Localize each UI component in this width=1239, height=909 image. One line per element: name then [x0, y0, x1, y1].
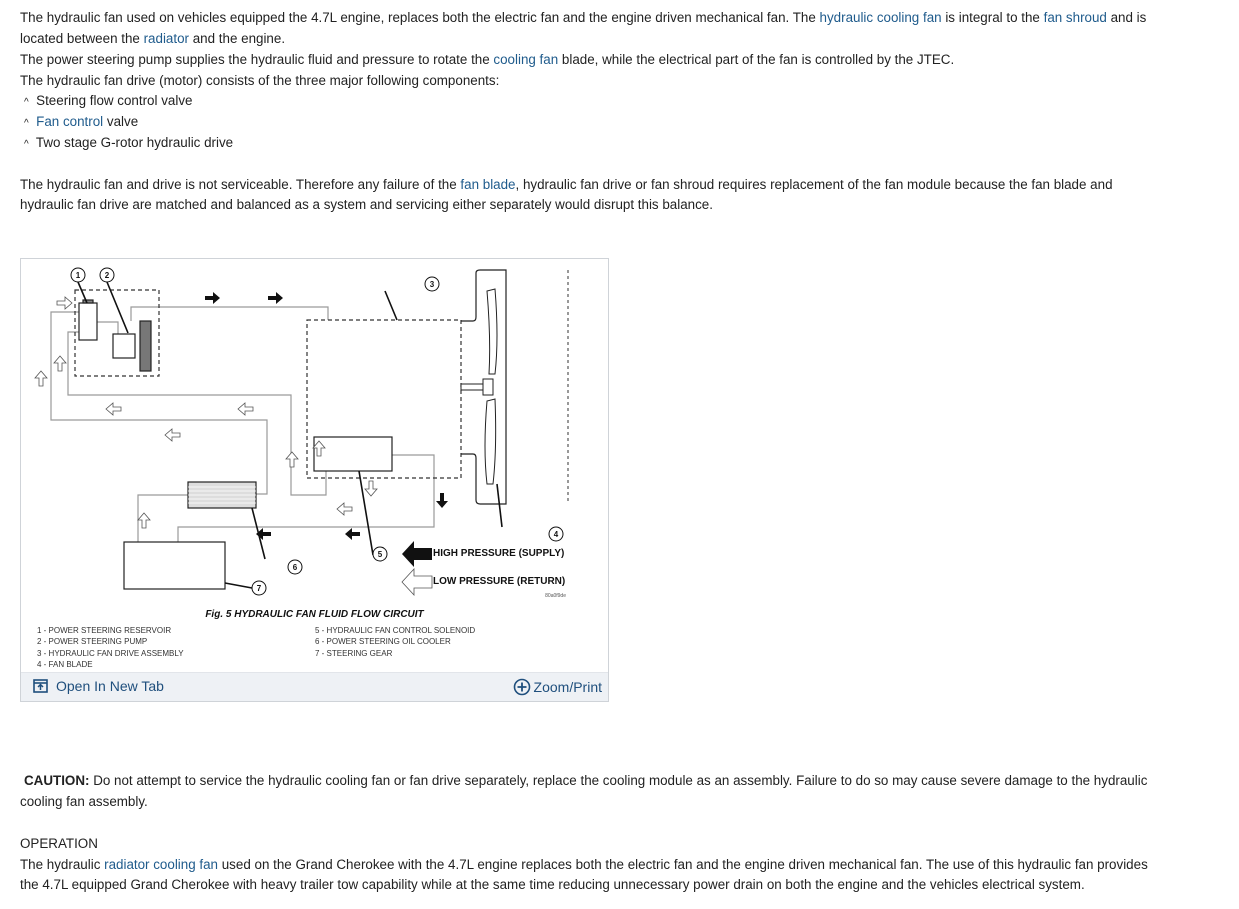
operation-line — [20, 875, 1085, 895]
text-segment: The hydraulic fan and drive is not serviceable. Therefore any failure of the — [20, 177, 461, 192]
caution-line — [24, 771, 1147, 791]
bullet-item — [24, 133, 233, 155]
bullet-item — [24, 112, 138, 134]
figure-hydraulic-fan-circuit — [20, 258, 609, 702]
text-segment: blade, while the electrical part of the fan is controlled by the JTEC. — [558, 52, 955, 67]
caution-label: CAUTION: — [24, 773, 90, 788]
legend-item: 5 - HYDRAULIC FAN CONTROL SOLENOID — [315, 626, 476, 635]
legend-item: 1 - POWER STEERING RESERVOIR — [37, 626, 172, 635]
operation-heading: OPERATION — [20, 836, 98, 851]
low-pressure-label: LOW PRESSURE (RETURN) — [433, 576, 566, 587]
intro-line — [20, 8, 1146, 28]
callout-3: 3 — [429, 280, 435, 289]
text-segment: located between the — [20, 31, 144, 46]
intro-line — [20, 29, 285, 49]
callout-6: 6 — [292, 563, 298, 572]
legend-item: 2 - POWER STEERING PUMP — [37, 637, 148, 647]
text-segment: The hydraulic — [20, 857, 105, 872]
service-line — [20, 195, 713, 215]
glossary-link[interactable]: Fan control — [36, 114, 104, 129]
legend-item: 3 - HYDRAULIC FAN DRIVE ASSEMBLY — [37, 648, 184, 658]
caution-text: Do not attempt to service the hydraulic cooling fan or fan drive separately, replace the cooling module as an assembly. Failure to do so may cause severe damage to the hydraulic — [89, 773, 1148, 788]
figure-caption: Fig. 5 HYDRAULIC FAN FLUID FLOW CIRCUIT — [205, 609, 424, 620]
text-segment: Two stage G-rotor hydraulic drive — [35, 135, 234, 150]
open-in-new-tab-link[interactable] — [33, 678, 164, 694]
glossary-link[interactable]: radiator cooling fan — [104, 857, 219, 872]
legend-item: 6 - POWER STEERING OIL COOLER — [315, 637, 451, 647]
text-segment: the 4.7L equipped Grand Cherokee with heavy trailer tow capability while at the same time reducing unnecessary power drain on both the engine and the vehicles electrical system. — [20, 877, 1085, 892]
caret-bullet-icon: ^ — [24, 118, 29, 129]
text-segment: hydraulic fan drive are matched and balanced as a system and servicing either separately would disrupt this balance. — [20, 197, 713, 212]
text-segment: and is — [1106, 10, 1147, 25]
bullet-item — [24, 91, 192, 113]
glossary-link[interactable]: radiator — [143, 31, 189, 46]
open-in-new-tab-label: Open In New Tab — [56, 678, 164, 694]
legend-item: 4 - FAN BLADE — [37, 659, 93, 669]
glossary-link[interactable]: fan shroud — [1043, 10, 1107, 25]
legend-left — [37, 625, 184, 670]
figure-toolbar — [21, 672, 608, 701]
intro-line — [20, 71, 499, 91]
text-segment: The hydraulic fan used on vehicles equipped the 4.7L engine, replaces both the electric fan and the engine driven mechanical fan. The — [20, 10, 820, 25]
operation-line — [20, 855, 1148, 875]
glossary-link[interactable]: fan blade — [460, 177, 516, 192]
text-segment: used on the Grand Cherokee with the 4.7L engine replaces both the electric fan and the engine driven mechanical fan. The use of this hydraulic fan provides — [218, 857, 1148, 872]
text-segment: Steering flow control valve — [36, 93, 193, 108]
zoom-print-label: Zoom/Print — [533, 679, 602, 695]
text-segment: The power steering pump supplies the hydraulic fluid and pressure to rotate the — [20, 52, 494, 67]
intro-line — [20, 50, 954, 70]
legend-right — [315, 625, 475, 659]
service-line — [20, 175, 1113, 195]
high-pressure-label: HIGH PRESSURE (SUPPLY) — [433, 548, 565, 559]
plus-circle-icon — [513, 678, 531, 696]
open-new-tab-icon — [33, 679, 48, 693]
caret-bullet-icon: ^ — [24, 139, 29, 150]
text-segment: The hydraulic fan drive (motor) consists of the three major following components: — [20, 73, 500, 88]
text-segment: , hydraulic fan drive or fan shroud requires replacement of the fan module because the fan blade and — [515, 177, 1113, 192]
bullet-text — [36, 135, 233, 150]
text-segment: valve — [103, 114, 139, 129]
legend-item: 7 - STEERING GEAR — [315, 648, 393, 658]
caret-bullet-icon: ^ — [24, 97, 29, 108]
callout-2: 2 — [104, 271, 110, 280]
caution-line: cooling fan assembly. — [20, 794, 148, 809]
bullet-text — [36, 93, 192, 108]
figure-code: 80a0f9de — [545, 593, 566, 599]
text-segment: and the engine. — [189, 31, 286, 46]
glossary-link[interactable]: hydraulic cooling fan — [819, 10, 942, 25]
callout-5: 5 — [377, 550, 383, 559]
callout-7: 7 — [256, 584, 262, 593]
text-segment: is integral to the — [941, 10, 1044, 25]
glossary-link[interactable]: cooling fan — [493, 52, 559, 67]
callout-1: 1 — [75, 271, 81, 280]
callout-4: 4 — [553, 530, 559, 539]
bullet-text — [36, 114, 138, 129]
zoom-print-link[interactable] — [513, 678, 602, 696]
